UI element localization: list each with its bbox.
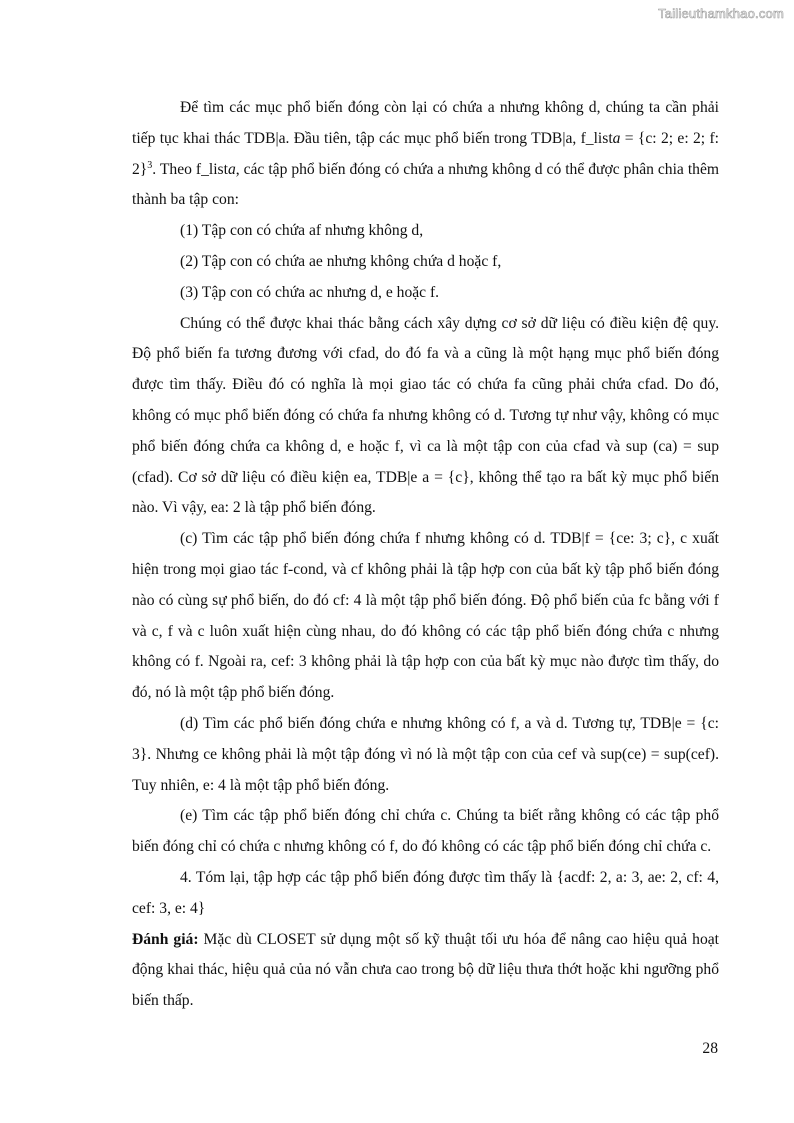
page-number: 28 <box>702 1040 718 1057</box>
list-item-1: (1) Tập con có chứa af nhưng không d, <box>180 222 424 240</box>
paragraph-d: (d) Tìm các phổ biến đóng chứa e nhưng không có f, a và d. Tương tự, TDB|e = {c: 3}. Nhưng ce không phải là một tập đóng vì nó là một tập con của cef và sup(ce) = sup(cef). Tuy nhiên, e: 4 là một tập phổ biến đóng. <box>132 714 719 794</box>
text-run: Để tìm các mục phổ biến đóng còn lại có chứa a nhưng không d, chúng ta cần phải tiếp tục khai thác TDB|a. Đầu tiên, tập các mục phổ biến trong TDB|a, f_list <box>132 99 719 147</box>
list-item-2: (2) Tập con có chứa ae nhưng không chứa d hoặc f, <box>180 252 502 270</box>
list-item-3: (3) Tập con có chứa ac nhưng d, e hoặc f. <box>180 283 440 301</box>
document-body <box>132 93 719 1017</box>
paragraph-recursive-db: Chúng có thể được khai thác bằng cách xây dựng cơ sở dữ liệu có điều kiện đệ quy. Độ phổ biến fa tương đương với cfad, do đó fa và a cũng là một hạng mục phổ biến đóng được tìm thấy. Điều đó có nghĩa là mọi giao tác có chứa fa cũng phải chứa cfad. Do đó, không có mục phổ biến đóng có chứa fa nhưng không có d. Tương tự như vậy, không có mục phổ biến đóng chứa ca không d, e hoặc f, vì ca là một tập con của cfad và sup (ca) = sup (cfad). Cơ sở dữ liệu có điều kiện ea, TDB|e a = {c}, không thể tạo ra bất kỳ mục phổ biến nào. Vì vậy, ea: 2 là tập phổ biến đóng. <box>132 314 719 517</box>
text-run: = {c: 2; e: 2; f: 2} <box>132 129 719 178</box>
evaluation-text: Mặc dù CLOSET sử dụng một số kỹ thuật tối ưu hóa để nâng cao hiệu quả hoạt động khai thác, hiệu quả của nó vẫn chưa cao trong bộ dữ liệu thưa thớt hoặc khi ngưỡng phổ biến thấp. <box>132 930 720 1010</box>
italic-run: a <box>227 160 236 178</box>
evaluation-label: Đánh giá: <box>132 930 199 948</box>
watermark-text: Tailieuthamkhao.com <box>658 6 784 21</box>
paragraph-e: (e) Tìm các tập phổ biến đóng chỉ chứa c. Chúng ta biết rằng không có các tập phổ biến đóng chỉ có chứa c nhưng không có f, do đó không có các tập phổ biến đóng chỉ chứa c. <box>132 807 719 856</box>
footnote-ref: 3 <box>147 159 153 171</box>
paragraph-evaluation <box>132 925 719 1017</box>
paragraph-summary: 4. Tóm lại, tập hợp các tập phổ biến đóng được tìm thấy là {acdf: 2, a: 3, ae: 2, cf: 4, cef: 3, e: 4} <box>132 868 719 917</box>
paragraph-c: (c) Tìm các tập phổ biến đóng chứa f nhưng không có d. TDB|f = {ce: 3; c}, c xuất hiện trong mọi giao tác f-cond, và cf không phải là tập hợp con của bất kỳ tập phổ biến đóng nào có cùng sự phổ biến, do đó cf: 4 là một tập phổ biến đóng. Độ phổ biến của fc bằng với f và c, f và c luôn xuất hiện cùng nhau, do đó không có các tập phổ biến đóng chứa c nhưng không có f. Ngoài ra, cef: 3 không phải là tập hợp con của bất kỳ mục nào được tìm thấy, do đó, nó là một tập phổ biến đóng. <box>132 530 719 702</box>
italic-run: a <box>612 129 621 147</box>
paragraph-intro <box>132 93 719 216</box>
text-run: . Theo f_list <box>152 160 228 178</box>
text-run: , các tập phổ biến đóng có chứa a nhưng không d có thể được phân chia thêm thành ba tập con: <box>132 160 719 209</box>
